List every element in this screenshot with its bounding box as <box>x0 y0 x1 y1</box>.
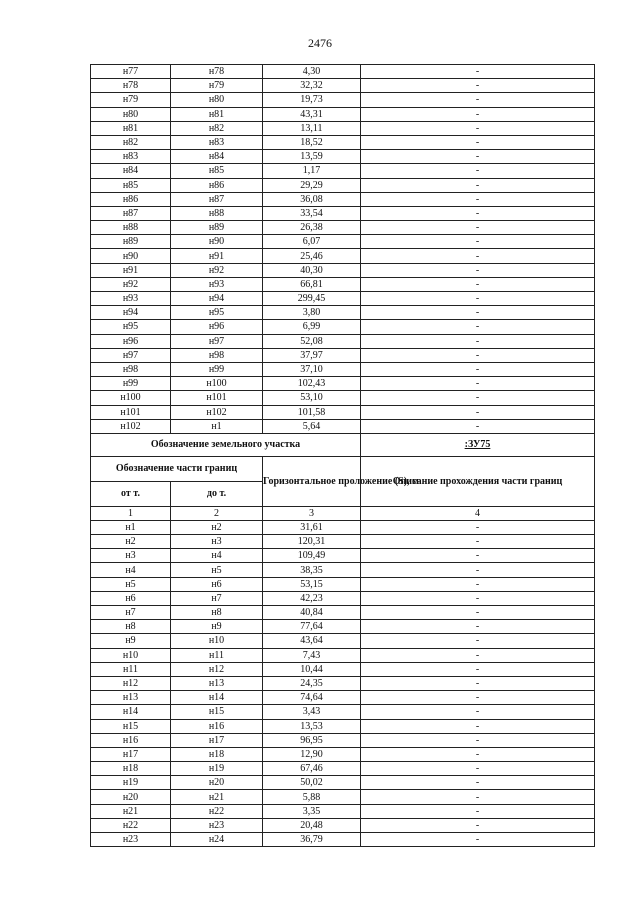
description-cell: - <box>361 747 595 761</box>
distance-cell: 101,58 <box>263 405 361 419</box>
from-point-cell: н99 <box>91 377 171 391</box>
description-cell: - <box>361 419 595 433</box>
from-point-cell: н102 <box>91 419 171 433</box>
description-cell: - <box>361 107 595 121</box>
to-point-cell: н87 <box>171 192 263 206</box>
to-point-cell: н84 <box>171 150 263 164</box>
distance-cell: 38,35 <box>263 563 361 577</box>
description-cell: - <box>361 65 595 79</box>
from-point-cell: н85 <box>91 178 171 192</box>
from-point-cell: н81 <box>91 121 171 135</box>
table-row <box>91 235 595 249</box>
table-row <box>91 405 595 419</box>
to-point-cell: н10 <box>171 634 263 648</box>
description-cell: - <box>361 192 595 206</box>
from-point-cell: н5 <box>91 577 171 591</box>
table-row <box>91 691 595 705</box>
from-point-cell: н78 <box>91 79 171 93</box>
distance-cell: 4,30 <box>263 65 361 79</box>
from-point-cell: н21 <box>91 804 171 818</box>
horizontal-header: Горизонтальное проложение (S), м <box>263 456 361 506</box>
to-point-cell: н15 <box>171 705 263 719</box>
to-point-cell: н16 <box>171 719 263 733</box>
to-point-cell: н12 <box>171 662 263 676</box>
from-point-cell: н88 <box>91 221 171 235</box>
from-point-cell: н3 <box>91 549 171 563</box>
to-point-cell: н6 <box>171 577 263 591</box>
from-point-cell: н7 <box>91 606 171 620</box>
table-row <box>91 221 595 235</box>
table-row <box>91 606 595 620</box>
distance-cell: 50,02 <box>263 776 361 790</box>
table-row <box>91 577 595 591</box>
table-row <box>91 79 595 93</box>
table-row <box>91 535 595 549</box>
from-point-cell: н94 <box>91 306 171 320</box>
to-point-cell: н99 <box>171 362 263 376</box>
description-cell: - <box>361 691 595 705</box>
table-row <box>91 648 595 662</box>
description-cell: - <box>361 150 595 164</box>
to-point-cell: н17 <box>171 733 263 747</box>
table-row <box>91 93 595 107</box>
column-number: 1 <box>91 506 171 520</box>
table-row <box>91 292 595 306</box>
description-cell: - <box>361 591 595 605</box>
distance-cell: 13,59 <box>263 150 361 164</box>
table-row <box>91 135 595 149</box>
description-cell: - <box>361 334 595 348</box>
from-point-cell: н18 <box>91 762 171 776</box>
to-point-cell: н92 <box>171 263 263 277</box>
description-cell: - <box>361 263 595 277</box>
to-point-cell: н94 <box>171 292 263 306</box>
to-point-cell: н22 <box>171 804 263 818</box>
description-cell: - <box>361 776 595 790</box>
description-cell: - <box>361 662 595 676</box>
to-point-cell: н95 <box>171 306 263 320</box>
distance-cell: 6,07 <box>263 235 361 249</box>
from-point-cell: н100 <box>91 391 171 405</box>
distance-cell: 20,48 <box>263 818 361 832</box>
table-row <box>91 178 595 192</box>
from-point-cell: н89 <box>91 235 171 249</box>
distance-cell: 32,32 <box>263 79 361 93</box>
distance-cell: 43,64 <box>263 634 361 648</box>
distance-cell: 37,10 <box>263 362 361 376</box>
from-point-cell: н19 <box>91 776 171 790</box>
description-cell: - <box>361 733 595 747</box>
distance-cell: 13,53 <box>263 719 361 733</box>
to-point-cell: н18 <box>171 747 263 761</box>
table-row <box>91 804 595 818</box>
parcel-id: :ЗУ75 <box>361 433 595 456</box>
description-cell: - <box>361 164 595 178</box>
table-row <box>91 662 595 676</box>
description-cell: - <box>361 535 595 549</box>
from-point-cell: н97 <box>91 348 171 362</box>
table-row <box>91 206 595 220</box>
table2-body <box>91 520 595 846</box>
from-point-cell: н77 <box>91 65 171 79</box>
distance-cell: 299,45 <box>263 292 361 306</box>
distance-cell: 66,81 <box>263 277 361 291</box>
table-row <box>91 320 595 334</box>
description-cell: - <box>361 178 595 192</box>
distance-cell: 1,17 <box>263 164 361 178</box>
distance-cell: 3,35 <box>263 804 361 818</box>
distance-cell: 29,29 <box>263 178 361 192</box>
description-cell: - <box>361 634 595 648</box>
distance-cell: 36,08 <box>263 192 361 206</box>
table-row <box>91 634 595 648</box>
from-point-cell: н98 <box>91 362 171 376</box>
distance-cell: 13,11 <box>263 121 361 135</box>
distance-cell: 52,08 <box>263 334 361 348</box>
from-point-cell: н22 <box>91 818 171 832</box>
from-point-cell: н1 <box>91 520 171 534</box>
table-row <box>91 563 595 577</box>
from-point-cell: н80 <box>91 107 171 121</box>
from-point-cell: н15 <box>91 719 171 733</box>
table-row <box>91 377 595 391</box>
distance-cell: 31,61 <box>263 520 361 534</box>
to-point-cell: н91 <box>171 249 263 263</box>
from-point-cell: н79 <box>91 93 171 107</box>
to-point-cell: н2 <box>171 520 263 534</box>
from-point-cell: н93 <box>91 292 171 306</box>
parts-header: Обозначение части границ <box>91 456 263 481</box>
table-row <box>91 833 595 847</box>
column-number: 2 <box>171 506 263 520</box>
table-row <box>91 549 595 563</box>
distance-cell: 33,54 <box>263 206 361 220</box>
to-point-cell: н13 <box>171 676 263 690</box>
from-point-cell: н92 <box>91 277 171 291</box>
table-row <box>91 334 595 348</box>
column-number: 3 <box>263 506 361 520</box>
table-row <box>91 762 595 776</box>
from-point-cell: н8 <box>91 620 171 634</box>
description-cell: - <box>361 762 595 776</box>
distance-cell: 19,73 <box>263 93 361 107</box>
description-cell: - <box>361 405 595 419</box>
to-point-cell: н5 <box>171 563 263 577</box>
table-row <box>91 733 595 747</box>
table-row <box>91 419 595 433</box>
distance-cell: 40,30 <box>263 263 361 277</box>
table-row <box>91 306 595 320</box>
to-point-cell: н4 <box>171 549 263 563</box>
to-point-cell: н85 <box>171 164 263 178</box>
description-cell: - <box>361 705 595 719</box>
column-number: 4 <box>361 506 595 520</box>
from-point-cell: н13 <box>91 691 171 705</box>
to-point-cell: н3 <box>171 535 263 549</box>
page-number: 2476 <box>308 36 332 50</box>
description-cell: - <box>361 676 595 690</box>
from-point-cell: н11 <box>91 662 171 676</box>
description-cell: - <box>361 648 595 662</box>
table-row <box>91 362 595 376</box>
table-row <box>91 121 595 135</box>
boundary-table <box>90 64 595 847</box>
description-cell: - <box>361 306 595 320</box>
table-row <box>91 747 595 761</box>
description-cell: - <box>361 804 595 818</box>
distance-cell: 120,31 <box>263 535 361 549</box>
from-point-cell: н87 <box>91 206 171 220</box>
table-row <box>91 277 595 291</box>
table-row <box>91 65 595 79</box>
to-header: до т. <box>171 481 263 506</box>
to-point-cell: н19 <box>171 762 263 776</box>
table-row <box>91 150 595 164</box>
from-point-cell: н95 <box>91 320 171 334</box>
table-row <box>91 192 595 206</box>
table-row <box>91 263 595 277</box>
description-cell: - <box>361 391 595 405</box>
table-row <box>91 705 595 719</box>
parcel-title-label: Обозначение земельного участка <box>91 433 361 456</box>
distance-cell: 10,44 <box>263 662 361 676</box>
column-number-row <box>91 506 595 520</box>
table-row <box>91 348 595 362</box>
from-point-cell: н4 <box>91 563 171 577</box>
to-point-cell: н79 <box>171 79 263 93</box>
from-point-cell: н16 <box>91 733 171 747</box>
to-point-cell: н24 <box>171 833 263 847</box>
distance-cell: 53,15 <box>263 577 361 591</box>
description-cell: - <box>361 135 595 149</box>
to-point-cell: н86 <box>171 178 263 192</box>
description-cell: - <box>361 577 595 591</box>
distance-cell: 74,64 <box>263 691 361 705</box>
to-point-cell: н101 <box>171 391 263 405</box>
from-point-cell: н12 <box>91 676 171 690</box>
to-point-cell: н102 <box>171 405 263 419</box>
distance-cell: 43,31 <box>263 107 361 121</box>
from-point-cell: н2 <box>91 535 171 549</box>
to-point-cell: н81 <box>171 107 263 121</box>
description-cell: - <box>361 362 595 376</box>
table-row <box>91 790 595 804</box>
table-row <box>91 520 595 534</box>
distance-cell: 12,90 <box>263 747 361 761</box>
table-row <box>91 591 595 605</box>
to-point-cell: н89 <box>171 221 263 235</box>
from-point-cell: н86 <box>91 192 171 206</box>
from-point-cell: н101 <box>91 405 171 419</box>
description-cell: - <box>361 93 595 107</box>
table-row <box>91 719 595 733</box>
description-cell: - <box>361 277 595 291</box>
distance-cell: 53,10 <box>263 391 361 405</box>
description-cell: - <box>361 348 595 362</box>
to-point-cell: н93 <box>171 277 263 291</box>
distance-cell: 96,95 <box>263 733 361 747</box>
to-point-cell: н90 <box>171 235 263 249</box>
description-cell: - <box>361 620 595 634</box>
description-cell: - <box>361 235 595 249</box>
description-cell: - <box>361 563 595 577</box>
from-point-cell: н6 <box>91 591 171 605</box>
description-cell: - <box>361 320 595 334</box>
to-point-cell: н100 <box>171 377 263 391</box>
from-point-cell: н91 <box>91 263 171 277</box>
distance-cell: 36,79 <box>263 833 361 847</box>
to-point-cell: н8 <box>171 606 263 620</box>
from-point-cell: н9 <box>91 634 171 648</box>
distance-cell: 3,43 <box>263 705 361 719</box>
distance-cell: 24,35 <box>263 676 361 690</box>
description-header: Описание прохождения части границ <box>361 456 595 506</box>
from-point-cell: н90 <box>91 249 171 263</box>
distance-cell: 42,23 <box>263 591 361 605</box>
from-point-cell: н23 <box>91 833 171 847</box>
parcel-title-row <box>91 433 595 456</box>
description-cell: - <box>361 121 595 135</box>
table-row <box>91 676 595 690</box>
to-point-cell: н20 <box>171 776 263 790</box>
from-point-cell: н96 <box>91 334 171 348</box>
to-point-cell: н23 <box>171 818 263 832</box>
description-cell: - <box>361 790 595 804</box>
distance-cell: 109,49 <box>263 549 361 563</box>
table-row <box>91 818 595 832</box>
table-row <box>91 249 595 263</box>
description-cell: - <box>361 79 595 93</box>
from-point-cell: н84 <box>91 164 171 178</box>
to-point-cell: н7 <box>171 591 263 605</box>
to-point-cell: н80 <box>171 93 263 107</box>
to-point-cell: н11 <box>171 648 263 662</box>
table-row <box>91 776 595 790</box>
distance-cell: 5,88 <box>263 790 361 804</box>
distance-cell: 26,38 <box>263 221 361 235</box>
distance-cell: 67,46 <box>263 762 361 776</box>
distance-cell: 77,64 <box>263 620 361 634</box>
description-cell: - <box>361 719 595 733</box>
distance-cell: 25,46 <box>263 249 361 263</box>
description-cell: - <box>361 520 595 534</box>
distance-cell: 5,64 <box>263 419 361 433</box>
distance-cell: 3,80 <box>263 306 361 320</box>
to-point-cell: н21 <box>171 790 263 804</box>
table1-body <box>91 65 595 434</box>
to-point-cell: н14 <box>171 691 263 705</box>
table-row <box>91 164 595 178</box>
to-point-cell: н78 <box>171 65 263 79</box>
from-header: от т. <box>91 481 171 506</box>
distance-cell: 40,84 <box>263 606 361 620</box>
description-cell: - <box>361 292 595 306</box>
from-point-cell: н82 <box>91 135 171 149</box>
to-point-cell: н82 <box>171 121 263 135</box>
description-cell: - <box>361 221 595 235</box>
description-cell: - <box>361 549 595 563</box>
distance-cell: 102,43 <box>263 377 361 391</box>
to-point-cell: н1 <box>171 419 263 433</box>
description-cell: - <box>361 606 595 620</box>
from-point-cell: н20 <box>91 790 171 804</box>
distance-cell: 6,99 <box>263 320 361 334</box>
table-row <box>91 620 595 634</box>
table-row <box>91 391 595 405</box>
from-point-cell: н14 <box>91 705 171 719</box>
section-header <box>91 433 595 520</box>
to-point-cell: н96 <box>171 320 263 334</box>
to-point-cell: н9 <box>171 620 263 634</box>
from-point-cell: н83 <box>91 150 171 164</box>
distance-cell: 37,97 <box>263 348 361 362</box>
description-cell: - <box>361 206 595 220</box>
description-cell: - <box>361 249 595 263</box>
to-point-cell: н83 <box>171 135 263 149</box>
description-cell: - <box>361 377 595 391</box>
description-cell: - <box>361 833 595 847</box>
from-point-cell: н10 <box>91 648 171 662</box>
to-point-cell: н97 <box>171 334 263 348</box>
distance-cell: 7,43 <box>263 648 361 662</box>
header-row-1 <box>91 456 595 481</box>
description-cell: - <box>361 818 595 832</box>
table-row <box>91 107 595 121</box>
to-point-cell: н98 <box>171 348 263 362</box>
to-point-cell: н88 <box>171 206 263 220</box>
from-point-cell: н17 <box>91 747 171 761</box>
distance-cell: 18,52 <box>263 135 361 149</box>
